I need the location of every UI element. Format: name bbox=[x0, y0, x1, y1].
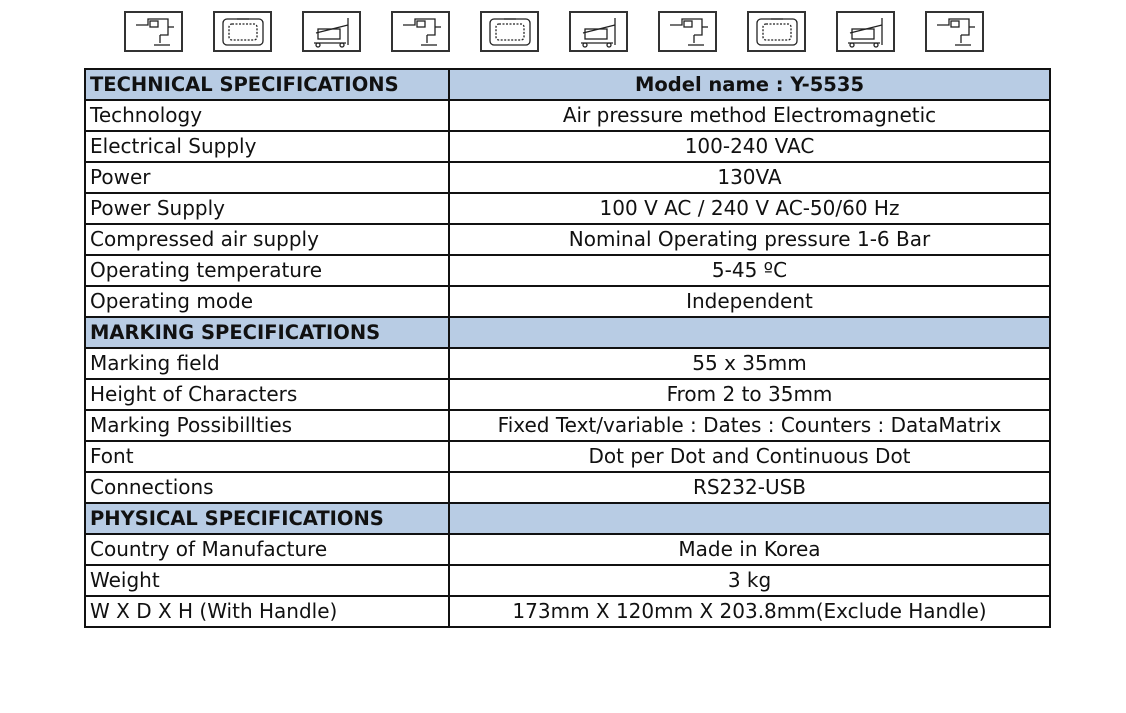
table-row bbox=[85, 100, 1050, 131]
spec-label: Marking Possibillties bbox=[85, 410, 449, 441]
stand-icon bbox=[569, 11, 628, 52]
spec-value: Nominal Operating pressure 1-6 Bar bbox=[449, 224, 1050, 255]
spec-value: 5-45 ºC bbox=[449, 255, 1050, 286]
spec-label: W X D X H (With Handle) bbox=[85, 596, 449, 627]
spec-label: Electrical Supply bbox=[85, 131, 449, 162]
stand-icon bbox=[836, 11, 895, 52]
machine-icon-row bbox=[124, 11, 984, 52]
section-empty-cell bbox=[449, 503, 1050, 534]
table-row bbox=[85, 286, 1050, 317]
table-row bbox=[85, 255, 1050, 286]
press-icon bbox=[658, 11, 717, 52]
press-icon bbox=[391, 11, 450, 52]
section-empty-cell bbox=[449, 317, 1050, 348]
section-header-row bbox=[85, 317, 1050, 348]
spec-label: Height of Characters bbox=[85, 379, 449, 410]
spec-label: Technology bbox=[85, 100, 449, 131]
table-row bbox=[85, 162, 1050, 193]
stand-icon bbox=[302, 11, 361, 52]
gantry-icon bbox=[747, 11, 806, 52]
spec-value: Dot per Dot and Continuous Dot bbox=[449, 441, 1050, 472]
table-row bbox=[85, 410, 1050, 441]
table-row bbox=[85, 565, 1050, 596]
press-icon bbox=[925, 11, 984, 52]
spec-label: Operating temperature bbox=[85, 255, 449, 286]
spec-value: Air pressure method Electromagnetic bbox=[449, 100, 1050, 131]
spec-value: 3 kg bbox=[449, 565, 1050, 596]
table-row bbox=[85, 131, 1050, 162]
table-row bbox=[85, 596, 1050, 627]
section-title: MARKING SPECIFICATIONS bbox=[85, 317, 449, 348]
table-header-row bbox=[85, 69, 1050, 100]
spec-value: 130VA bbox=[449, 162, 1050, 193]
spec-value: 55 x 35mm bbox=[449, 348, 1050, 379]
gantry-icon bbox=[213, 11, 272, 52]
spec-value: Made in Korea bbox=[449, 534, 1050, 565]
gantry-icon bbox=[480, 11, 539, 52]
spec-label: Country of Manufacture bbox=[85, 534, 449, 565]
table-row bbox=[85, 193, 1050, 224]
spec-label: Operating mode bbox=[85, 286, 449, 317]
spec-value: Independent bbox=[449, 286, 1050, 317]
spec-label: Font bbox=[85, 441, 449, 472]
table-row bbox=[85, 224, 1050, 255]
spec-label: Marking field bbox=[85, 348, 449, 379]
table-row bbox=[85, 348, 1050, 379]
spec-value: 173mm X 120mm X 203.8mm(Exclude Handle) bbox=[449, 596, 1050, 627]
spec-label: Connections bbox=[85, 472, 449, 503]
spec-label: Power bbox=[85, 162, 449, 193]
section-title: PHYSICAL SPECIFICATIONS bbox=[85, 503, 449, 534]
spec-value: RS232-USB bbox=[449, 472, 1050, 503]
model-name: Model name : Y-5535 bbox=[449, 69, 1050, 100]
spec-value: 100-240 VAC bbox=[449, 131, 1050, 162]
press-icon bbox=[124, 11, 183, 52]
table-row bbox=[85, 441, 1050, 472]
table-row bbox=[85, 472, 1050, 503]
spec-value: Fixed Text/variable : Dates : Counters : DataMatrix bbox=[449, 410, 1050, 441]
spec-value: From 2 to 35mm bbox=[449, 379, 1050, 410]
table-row bbox=[85, 534, 1050, 565]
section-title: TECHNICAL SPECIFICATIONS bbox=[85, 69, 449, 100]
spec-label: Weight bbox=[85, 565, 449, 596]
spec-value: 100 V AC / 240 V AC-50/60 Hz bbox=[449, 193, 1050, 224]
specifications-table bbox=[84, 68, 1051, 628]
section-header-row bbox=[85, 503, 1050, 534]
table-row bbox=[85, 379, 1050, 410]
spec-label: Power Supply bbox=[85, 193, 449, 224]
spec-label: Compressed air supply bbox=[85, 224, 449, 255]
